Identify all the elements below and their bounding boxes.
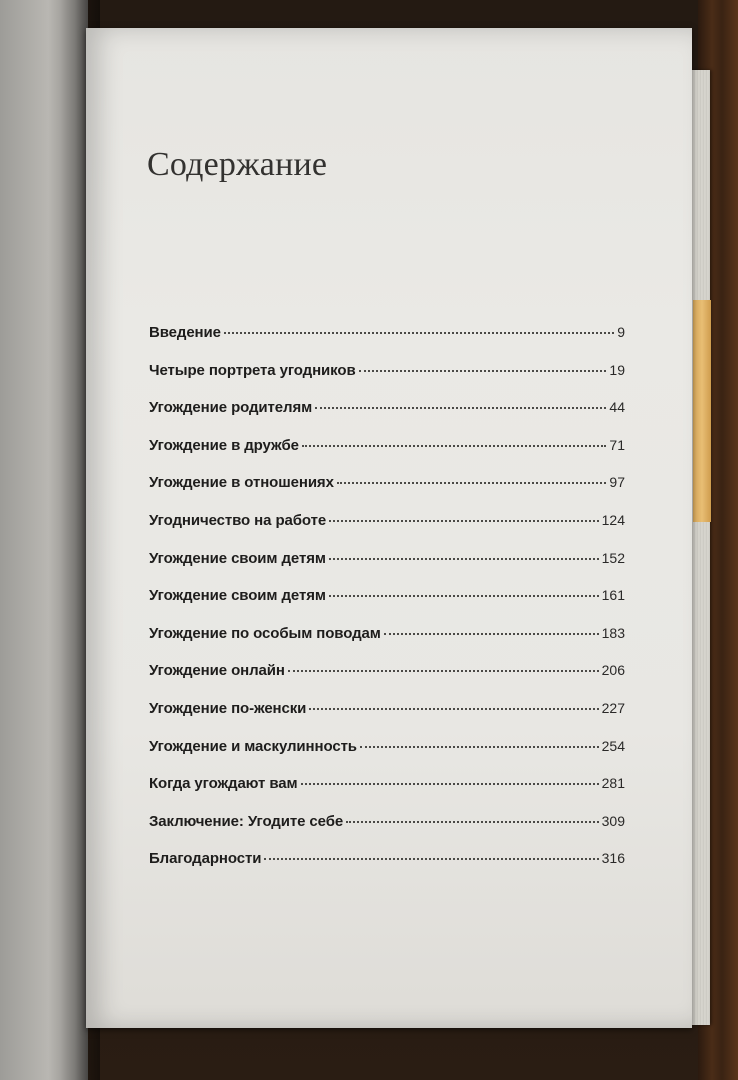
toc-entry-page: 152	[601, 549, 625, 566]
toc-entry	[149, 437, 625, 475]
toc-entry-page: 206	[601, 662, 625, 679]
dot-leader	[309, 708, 598, 710]
toc-entry	[149, 512, 625, 550]
toc-entry-page: 183	[601, 624, 625, 641]
toc-entry	[149, 324, 625, 362]
toc-entry-title: Угождение по особым поводам	[149, 624, 381, 642]
toc-entry	[149, 362, 625, 400]
toc-entry-title: Заключение: Угодите себе	[149, 812, 344, 830]
toc-entry	[149, 738, 625, 776]
toc-entry-title: Угождение в отношениях	[149, 474, 334, 492]
toc-entry	[149, 700, 625, 738]
toc-entry-page: 97	[609, 474, 625, 491]
toc-entry-title: Угождение и маскулинность	[149, 737, 357, 755]
dot-leader	[301, 783, 599, 785]
toc-entry-title: Введение	[149, 324, 221, 341]
toc-entry	[149, 474, 625, 512]
dot-leader	[288, 670, 599, 672]
dot-leader	[337, 482, 607, 484]
toc-entry	[149, 775, 625, 813]
page-stack-edge	[690, 70, 710, 1025]
toc-entry-page: 254	[601, 737, 625, 754]
dot-leader	[329, 520, 599, 522]
dot-leader	[384, 633, 599, 635]
toc-entry	[149, 850, 625, 888]
dot-leader	[224, 332, 614, 334]
toc-entry-title: Угождение по-женски	[149, 699, 307, 717]
toc-entry-page: 71	[609, 436, 625, 453]
page-title: Содержание	[147, 146, 328, 183]
dot-leader	[302, 445, 607, 447]
toc-entry	[149, 587, 625, 625]
toc-entry-title: Угождение своим детям	[149, 587, 326, 605]
toc-entry-page: 19	[609, 361, 625, 378]
toc-entry-page: 44	[609, 399, 625, 416]
toc-entry-title: Угождение в дружбе	[149, 436, 299, 454]
bookmark-ribbon	[693, 300, 711, 522]
dot-leader	[346, 821, 599, 823]
toc-entry-page: 9	[617, 324, 625, 340]
toc-entry-title: Когда угождают вам	[149, 775, 298, 793]
dot-leader	[359, 370, 607, 372]
toc-entry-title: Благодарности	[149, 850, 262, 868]
toc-entry-page: 227	[601, 699, 625, 716]
toc-entry-page: 309	[601, 812, 625, 829]
toc-entry-page: 281	[601, 775, 625, 792]
toc-entry	[149, 550, 625, 588]
toc-entry	[149, 813, 625, 851]
contents-page	[86, 28, 692, 1028]
dot-leader	[315, 407, 606, 409]
table-of-contents	[149, 324, 625, 888]
dot-leader	[329, 595, 599, 597]
toc-entry	[149, 625, 625, 663]
toc-entry	[149, 399, 625, 437]
toc-entry-title: Угождение своим детям	[149, 549, 326, 567]
toc-entry-page: 316	[601, 850, 625, 867]
dot-leader	[329, 558, 599, 560]
dot-leader	[264, 858, 598, 860]
toc-entry-title: Угодничество на работе	[149, 511, 327, 529]
toc-entry-page: 124	[601, 511, 625, 528]
toc-entry-page: 161	[601, 587, 625, 604]
toc-entry	[149, 662, 625, 700]
dot-leader	[360, 746, 599, 748]
toc-entry-title: Четыре портрета угодников	[149, 361, 356, 379]
toc-entry-title: Угождение родителям	[149, 399, 313, 417]
toc-entry-title: Угождение онлайн	[149, 662, 285, 680]
